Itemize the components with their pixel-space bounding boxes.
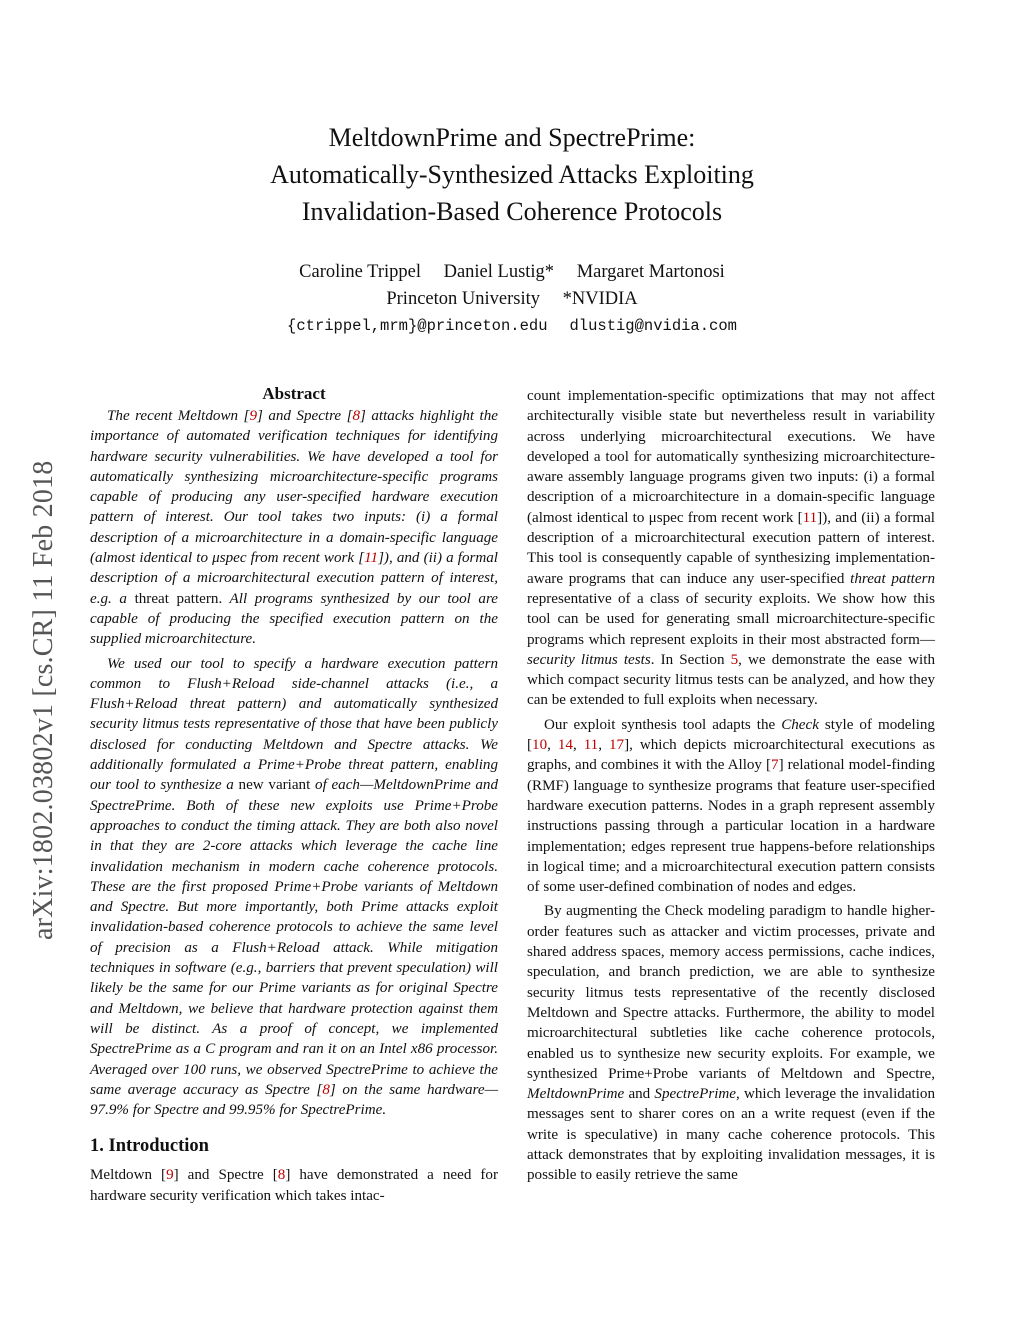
- citation-link[interactable]: 9: [249, 408, 257, 424]
- intro-paragraph: [527, 715, 935, 898]
- text-run: ] and Spectre [: [173, 1167, 278, 1184]
- citation-link[interactable]: 8: [277, 1167, 286, 1184]
- text-run: security litmus tests: [527, 651, 651, 668]
- text-run: style of modeling [: [527, 716, 935, 754]
- text-run: The recent Meltdown [: [107, 408, 250, 424]
- affiliations: [140, 286, 884, 313]
- text-run: ] and Spectre [: [256, 408, 353, 424]
- text-run: and: [624, 1086, 655, 1103]
- text-run: ] attacks highlight the importance of automated verification techniques for identifying hardware security vulnerabilities. We have developed a tool for automatically synthesizing microarchitecture-specific programs capable of producing any user-specified hardware execution pattern of interest. Our tool takes two inputs: (i) a formal description of a microarchitecture in a domain-specific language (almost identical to μspec from recent work [: [90, 408, 498, 567]
- text-run: By augmenting the Check modeling paradigm to handle higher-order features such as attacker and victim processes, private and shared address spaces, memory access permissions, cache indices, speculation, and branch prediction, we are able to synthesize security litmus tests representative of the recently disclosed Meltdown and Spectre attacks. Furthermore, the ability to model microarchitectural subtleties like cache coherence protocols, enabled us to synthesize new security exploits. For example, we synthesized Prime+Probe variants of Meltdown and Spectre,: [527, 903, 935, 1082]
- text-run: We used our tool to specify a hardware execution pattern common to Flush+Reload side-channel attacks (i.e., a Flush+Reload threat pattern) and automatically synthesized security litmus tests representative of those that have been publicly disclosed for conducting Meltdown and Spectre attacks. We additionally formulated a Prime+Probe threat pattern, enabling our tool to synthesize a: [90, 655, 498, 794]
- abstract-heading: Abstract: [262, 384, 326, 403]
- title-line: MeltdownPrime and SpectrePrime:: [328, 123, 696, 152]
- email: {ctrippel,mrm}@princeton.edu: [287, 317, 548, 335]
- email: dlustig@nvidia.com: [569, 317, 737, 335]
- text-run: Check: [781, 716, 819, 733]
- abstract-paragraph: [90, 406, 498, 650]
- text-run: ]), and (ii) a formal description of a microarchitectural execution pattern of interest, e.g. a: [90, 550, 499, 607]
- abstract-body: [90, 406, 498, 1120]
- text-run: new variant: [233, 777, 316, 794]
- section-heading: 1. Introduction: [90, 1136, 209, 1157]
- text-run: MeltdownPrime: [527, 1086, 625, 1103]
- text-run: threat pattern.: [126, 590, 223, 607]
- text-run: , which leverage the invalidation messages sent to sharer cores on an a write request (even if the write is speculative) in many cache coherence protocols. This attack demonstrates that by exploiting invalidation messages, it is possible to easily retrieve the same: [527, 1086, 935, 1184]
- email-line: [140, 315, 884, 337]
- text-run: , we demonstrate the ease with which compact security litmus tests can be analyzed, and how they can be extended to full exploits when necessary.: [527, 651, 935, 709]
- text-run: ], which depicts microarchitectural executions as graphs, and combines it with the Alloy [: [527, 737, 936, 774]
- citation-link[interactable]: 10: [532, 737, 548, 754]
- text-run: SpectrePrime: [654, 1086, 736, 1103]
- text-run: Meltdown [: [90, 1167, 167, 1184]
- text-run: ] relational model-finding (RMF) language to synthesize programs that feature user-specified hardware execution patterns. Nodes in a graph represent assembly instructions passing through a particular location in a hardware implementation; edges represent true happens-before relationships in logical time; and a microarchitectural execution pattern consists of some user-defined combination of nodes and edges.: [527, 757, 935, 896]
- section-link[interactable]: 5: [730, 651, 739, 668]
- text-run: representative of a class of security exploits. We show how this tool can be used for generating small microarchitecture-specific programs which represent exploits in their most abstracted form—: [527, 590, 935, 648]
- paper-title: [140, 119, 884, 230]
- author-name: Daniel Lustig*: [443, 262, 555, 282]
- citation-link[interactable]: 17: [608, 737, 625, 754]
- text-run: ] have demonstrated a need for hardware security verification which takes intac-: [90, 1167, 498, 1204]
- title-line: Automatically-Synthesized Attacks Exploiting: [270, 160, 754, 189]
- left-column: [90, 383, 498, 1206]
- author-name: Margaret Martonosi: [576, 262, 725, 282]
- title-line: Invalidation-Based Coherence Protocols: [301, 197, 723, 226]
- text-run: Our exploit synthesis tool adapts the: [544, 716, 782, 733]
- citation-link[interactable]: 11: [364, 550, 379, 567]
- citation-link[interactable]: 8: [322, 1081, 330, 1098]
- citation-link[interactable]: 7: [771, 757, 779, 774]
- citation-link[interactable]: 14: [557, 737, 573, 754]
- affiliation: *NVIDIA: [562, 289, 638, 309]
- intro-paragraph-start: [90, 1165, 498, 1206]
- text-run: ] on the same hardware—97.9% for Spectre and 99.95% for SpectrePrime.: [90, 1081, 498, 1119]
- author-names: [140, 259, 884, 286]
- text-run: threat pattern: [850, 570, 935, 587]
- arxiv-identifier: arXiv:1802.03802v1 [cs.CR] 11 Feb 2018: [28, 460, 59, 940]
- abstract-paragraph: [90, 654, 498, 1121]
- author-block: [140, 259, 884, 313]
- text-run: count implementation-specific optimizations that may not affect architecturally visible state but nevertheless result in variability across underlying microarchitectural executions. We have developed a tool for automatically synthesizing microarchitecture-aware assembly language programs given two inputs: (i) a formal description of a microarchitecture in a domain-specific language (almost identical to μspec from recent work [: [527, 388, 935, 526]
- text-run: . In Section: [650, 651, 731, 668]
- citation-link[interactable]: 11: [802, 509, 818, 526]
- text-run: ,: [547, 737, 558, 754]
- text-run: of each—MeltdownPrime and SpectrePrime. Both of these new exploits use Prime+Probe approaches to conduct the timing attack. They are both also novel in that they are 2-core attacks which leverage the cache line invalidation mechanism in modern cache coherence protocols. These are the first proposed Prime+Probe variants of Meltdown and Spectre. But more importantly, both Prime attacks exploit invalidation-based coherence protocols to achieve the same level of precision as a Flush+Reload attack. While mitigation techniques in software (e.g., barriers that prevent speculation) will likely be the same for our Prime variants as for original Spectre and Meltdown, we believe that hardware protection against them will be distinct. As a proof of concept, we implemented SpectrePrime as a C program and ran it on an Intel x86 processor. Averaged over 100 runs, we observed SpectrePrime to achieve the same average accuracy as Spectre [: [90, 777, 498, 1098]
- text-run: All programs synthesized by our tool are capable of producing the specified execution pattern on the supplied microarchitecture.: [90, 590, 498, 648]
- right-column: [527, 386, 935, 1186]
- intro-paragraph-continued: [527, 386, 935, 711]
- affiliation: Princeton University: [386, 289, 540, 309]
- citation-link[interactable]: 11: [583, 737, 599, 754]
- citation-link[interactable]: 8: [352, 408, 361, 424]
- citation-link[interactable]: 9: [166, 1167, 174, 1184]
- text-run: ,: [598, 737, 609, 754]
- author-name: Caroline Trippel: [299, 262, 421, 282]
- text-run: ]), and (ii) a formal description of a microarchitectural execution pattern of interest. This tool is consequently capable of synthesizing implementation-aware programs that can induce any user-specified: [527, 509, 936, 587]
- intro-paragraph: [527, 901, 935, 1185]
- text-run: ,: [572, 737, 584, 754]
